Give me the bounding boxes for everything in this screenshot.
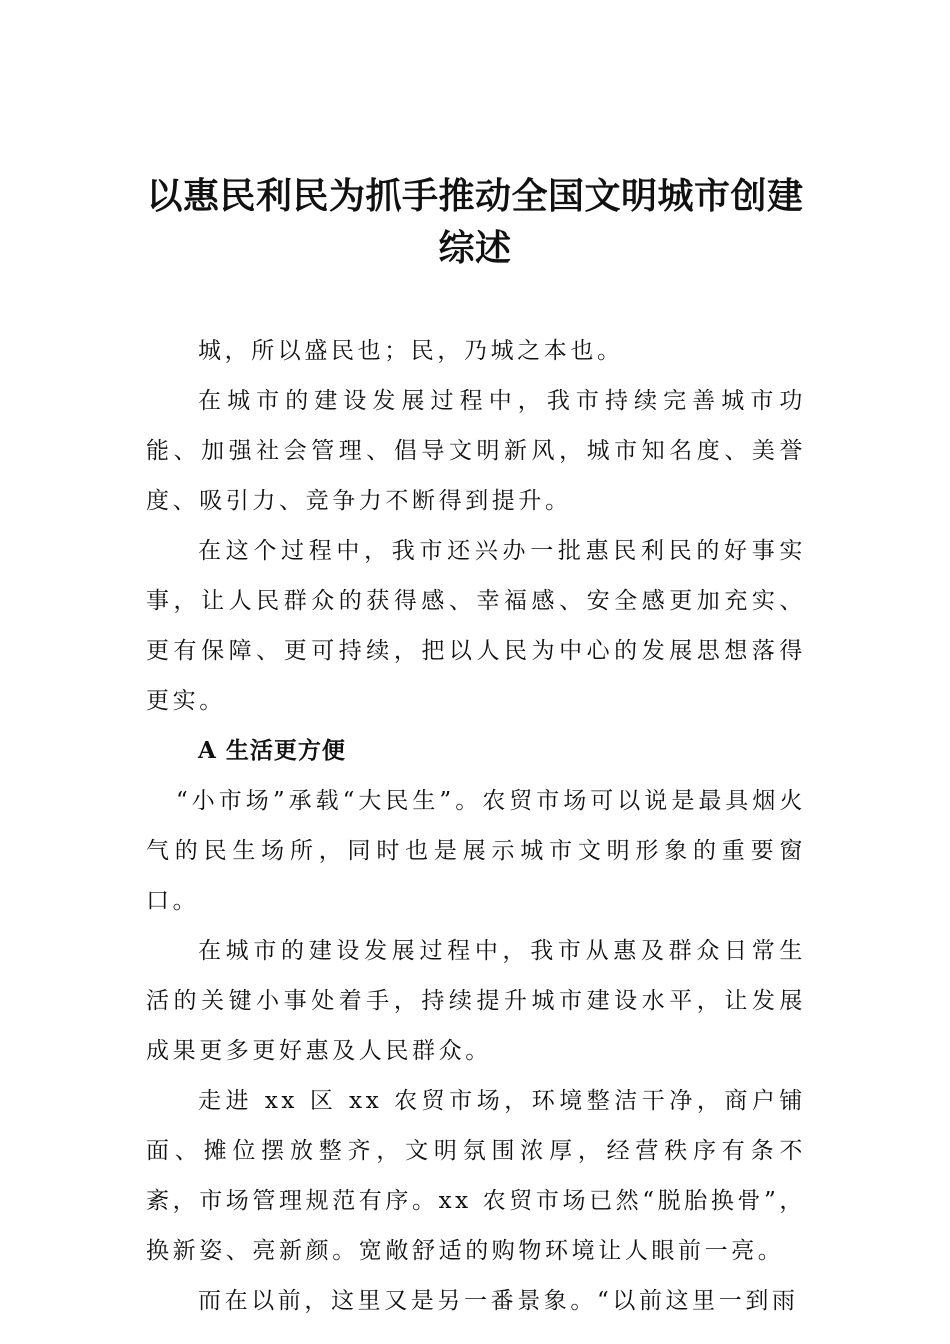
paragraph-intro: 城，所以盛民也；民，乃城之本也。 <box>198 338 624 364</box>
paragraph-market-visit: 走进 xx 区 xx 农贸市场，环境整洁干净，商户铺面、摊位摆放整齐，文明氛围浓厚，经营秩序有条不紊，市场管理规范有序。xx 农贸市场已然“脱胎换骨”，换新姿、亮新颜。宽敞舒适的购物环境让人眼前一亮。 <box>146 1088 806 1264</box>
document-title-line-1: 以惠民利民为抓手推动全国文明城市创建 <box>146 175 804 217</box>
document-title-line-2: 综述 <box>438 227 512 269</box>
paragraph-city-development: 在城市的建设发展过程中，我市持续完善城市功能、加强社会管理、倡导文明新风，城市知名度、美誉度、吸引力、竞争力不断得到提升。 <box>146 388 806 514</box>
document-body <box>146 326 806 1326</box>
paragraph-benefit-people: 在这个过程中，我市还兴办一批惠民利民的好事实事，让人民群众的获得感、幸福感、安全感更加充实、更有保障、更可持续，把以人民为中心的发展思想落得更实。 <box>146 538 806 714</box>
paragraph-past: 而在以前，这里又是另一番景象。“以前这里一到雨 <box>198 1288 799 1314</box>
document-title <box>120 170 830 274</box>
paragraph-market: “小市场”承载“大民生”。农贸市场可以说是最具烟火气的民生场所，同时也是展示城市文明形象的重要窗口。 <box>146 788 806 914</box>
paragraph-daily-life: 在城市的建设发展过程中，我市从惠及群众日常生活的关键小事处着手，持续提升城市建设水平，让发展成果更多更好惠及人民群众。 <box>146 938 806 1064</box>
section-heading-a: A 生活更方便 <box>198 737 346 764</box>
